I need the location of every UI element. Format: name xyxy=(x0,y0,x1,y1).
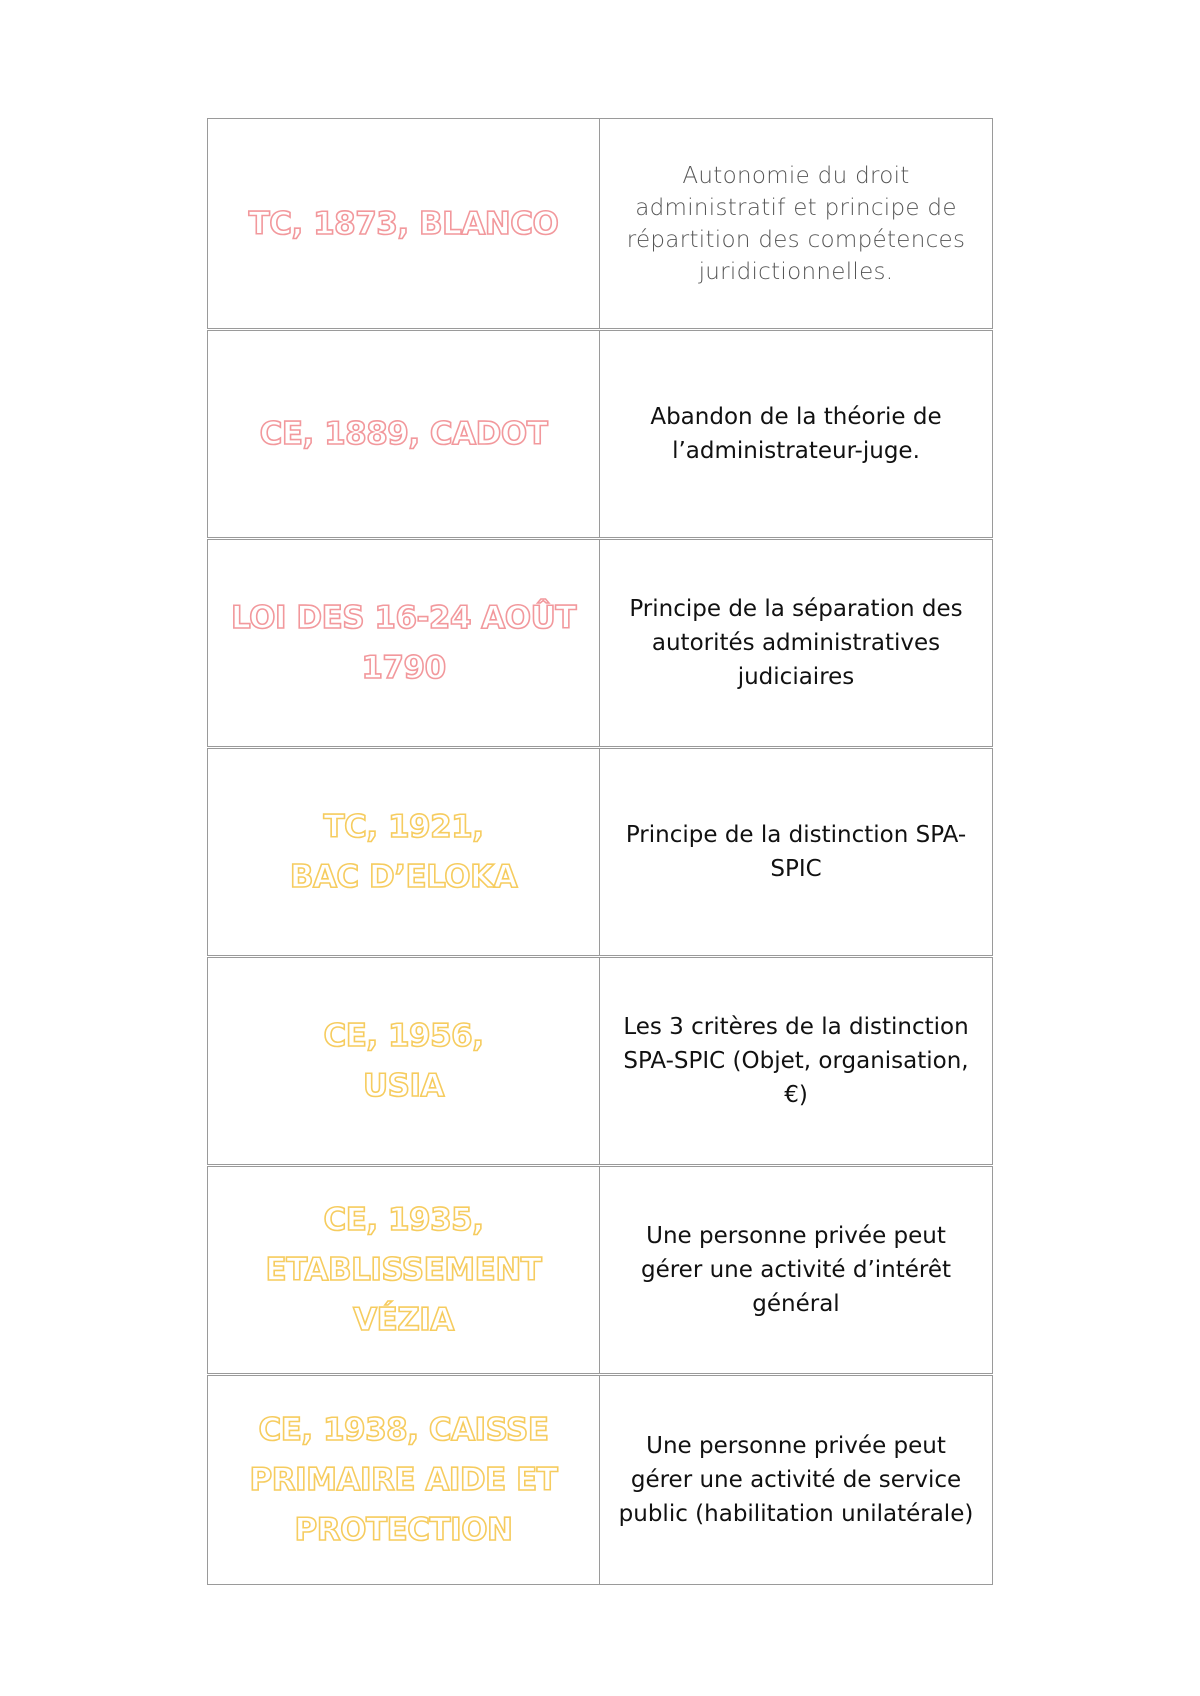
description-cell xyxy=(599,331,993,537)
case-cell xyxy=(207,540,599,746)
card-row xyxy=(207,749,993,958)
card-row xyxy=(207,331,993,540)
case-cell xyxy=(207,1167,599,1373)
card-row xyxy=(207,1376,993,1585)
case-description: Principe de la séparation des autorités administratives judiciaires xyxy=(629,596,963,690)
case-name: CE, 1938, CAISSE PRIMAIRE AIDE ET PROTECTION xyxy=(249,1412,558,1548)
description-cell xyxy=(599,1167,993,1373)
case-description: Les 3 critères de la distinction SPA-SPIC (Objet, organisation, €) xyxy=(623,1014,969,1108)
case-name: CE, 1956, USIA xyxy=(323,1018,484,1104)
case-cell xyxy=(207,331,599,537)
flashcard-table xyxy=(207,118,993,1585)
case-description: Principe de la distinction SPA-SPIC xyxy=(625,822,967,882)
case-name: TC, 1873, BLANCO xyxy=(248,205,559,242)
case-name: CE, 1935, ETABLISSEMENT VÉZIA xyxy=(265,1202,542,1338)
card-row xyxy=(207,119,993,331)
description-cell xyxy=(599,958,993,1164)
case-description: Une personne privée peut gérer une activité de service public (habilitation unilatérale) xyxy=(618,1433,974,1527)
case-cell xyxy=(207,749,599,955)
card-row xyxy=(207,1167,993,1376)
case-cell xyxy=(207,958,599,1164)
case-name: LOI DES 16-24 AOÛT 1790 xyxy=(231,600,576,686)
case-description: Abandon de la théorie de l’administrateur-juge. xyxy=(650,404,942,464)
case-name: CE, 1889, CADOT xyxy=(259,416,548,452)
card-row xyxy=(207,958,993,1167)
description-cell xyxy=(599,1376,993,1584)
case-description: Une personne privée peut gérer une activité d’intérêt général xyxy=(640,1223,952,1317)
case-cell xyxy=(207,119,599,328)
description-cell xyxy=(599,749,993,955)
case-name: TC, 1921, BAC D’ELOKA xyxy=(289,809,518,895)
case-description: Autonomie du droit administratif et principe de répartition des compétences juridictionnelles. xyxy=(626,162,966,285)
description-cell xyxy=(599,119,993,328)
card-row xyxy=(207,540,993,749)
case-cell xyxy=(207,1376,599,1584)
description-cell xyxy=(599,540,993,746)
